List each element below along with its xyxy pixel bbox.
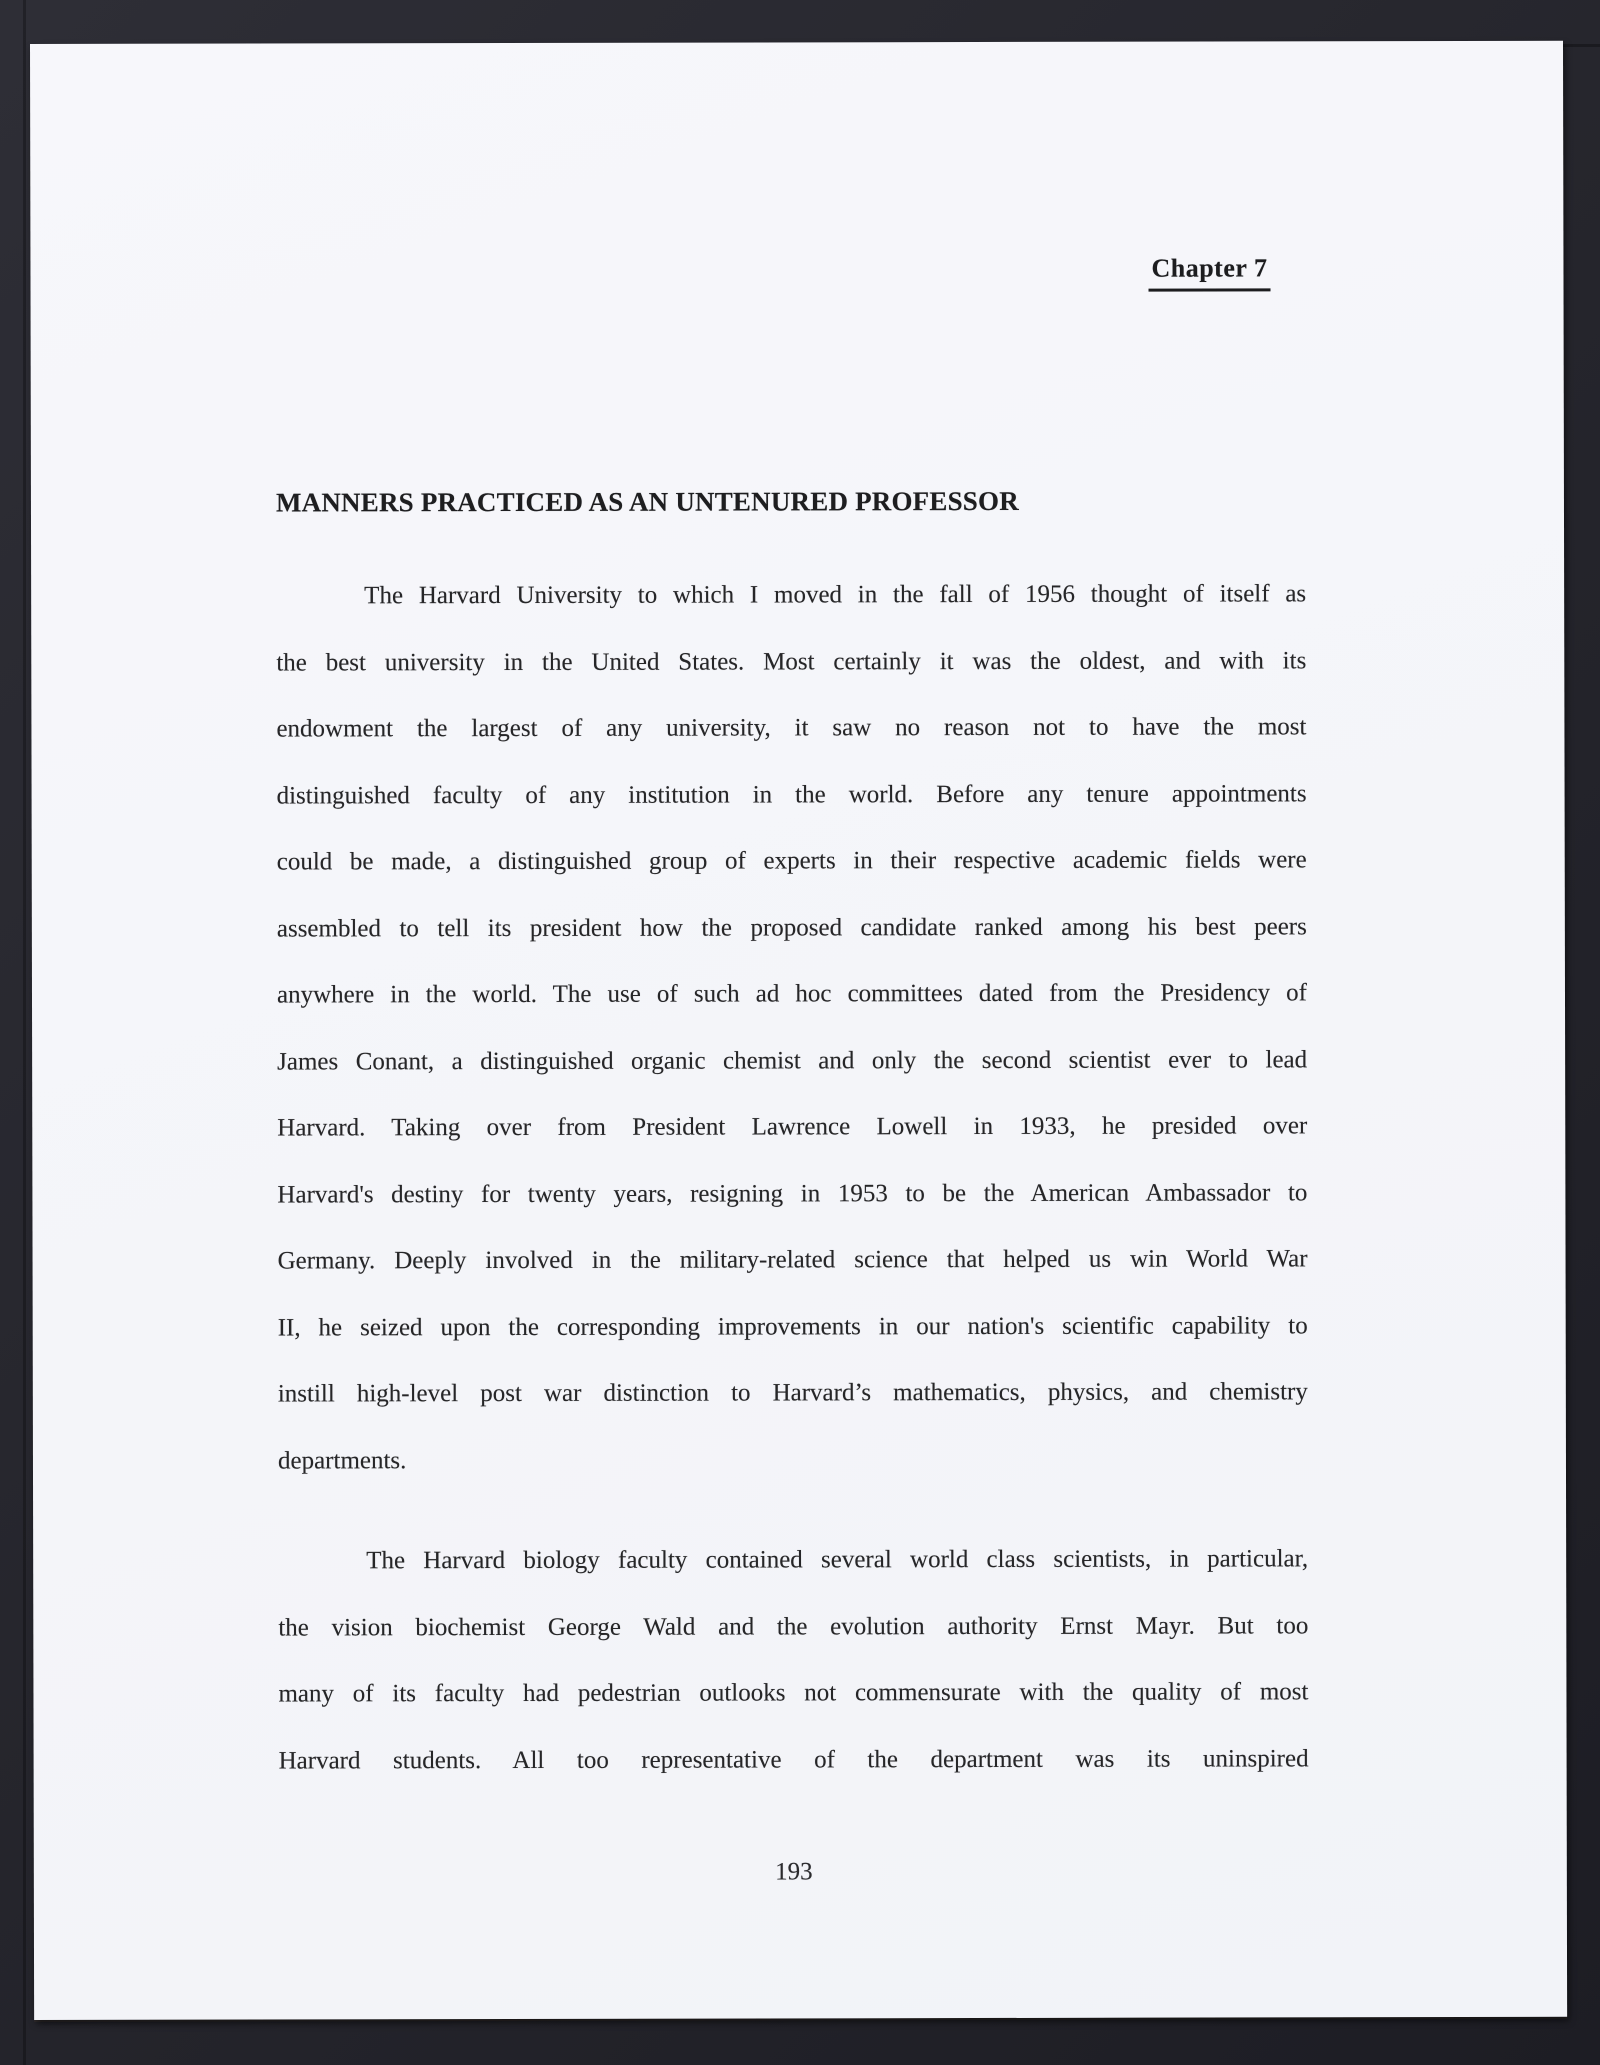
body-line: Harvard. Taking over from President Lawrence Lowell in 1933, he presided over [277, 1112, 1308, 1142]
background-seam-vertical [23, 0, 26, 2065]
document-page [30, 41, 1567, 2020]
paragraph [276, 561, 1308, 1494]
body-line: Harvard's destiny for twenty years, resigning in 1953 to be the American Ambassador to [277, 1178, 1308, 1208]
section-title: MANNERS PRACTICED AS AN UNTENURED PROFESSOR [275, 485, 1019, 518]
body-line: The Harvard University to which I moved in the fall of 1956 thought of itself as [364, 580, 1307, 610]
body-line: James Conant, a distinguished organic chemist and only the second scientist ever to lead [277, 1045, 1308, 1075]
body [276, 561, 1309, 1794]
body-line: II, he seized upon the corresponding improvements in our nation's scientific capability to [277, 1311, 1308, 1341]
background-seam-horizontal [1560, 44, 1600, 47]
page-number: 193 [775, 1858, 813, 1886]
body-line: the vision biochemist George Wald and the evolution authority Ernst Mayr. But too [278, 1611, 1309, 1641]
body-line: instill high-level post war distinction to Harvard’s mathematics, physics, and chemistry [277, 1378, 1308, 1408]
body-line: assembled to tell its president how the proposed candidate ranked among his best peers [276, 912, 1307, 942]
paragraph [278, 1526, 1309, 1794]
body-line: endowment the largest of any university, it saw no reason not to have the most [276, 713, 1307, 743]
body-line: departments. [277, 1446, 407, 1474]
body-line: Germany. Deeply involved in the military-related science that helped us win World War [277, 1245, 1308, 1275]
body-line: The Harvard biology faculty contained several world class scientists, in particular, [366, 1545, 1309, 1575]
body-line: Harvard students. All too representative of the department was its uninspired [278, 1744, 1309, 1774]
chapter-heading: Chapter 7 [1148, 253, 1270, 291]
body-line: could be made, a distinguished group of experts in their respective academic fields were [276, 846, 1307, 876]
body-line: many of its faculty had pedestrian outlooks not commensurate with the quality of most [278, 1678, 1309, 1708]
body-line: the best university in the United States. Most certainly it was the oldest, and with its [276, 646, 1307, 676]
body-line: anywhere in the world. The use of such ad hoc committees dated from the Presidency of [276, 979, 1308, 1009]
body-line: distinguished faculty of any institution in the world. Before any tenure appointments [276, 779, 1307, 809]
